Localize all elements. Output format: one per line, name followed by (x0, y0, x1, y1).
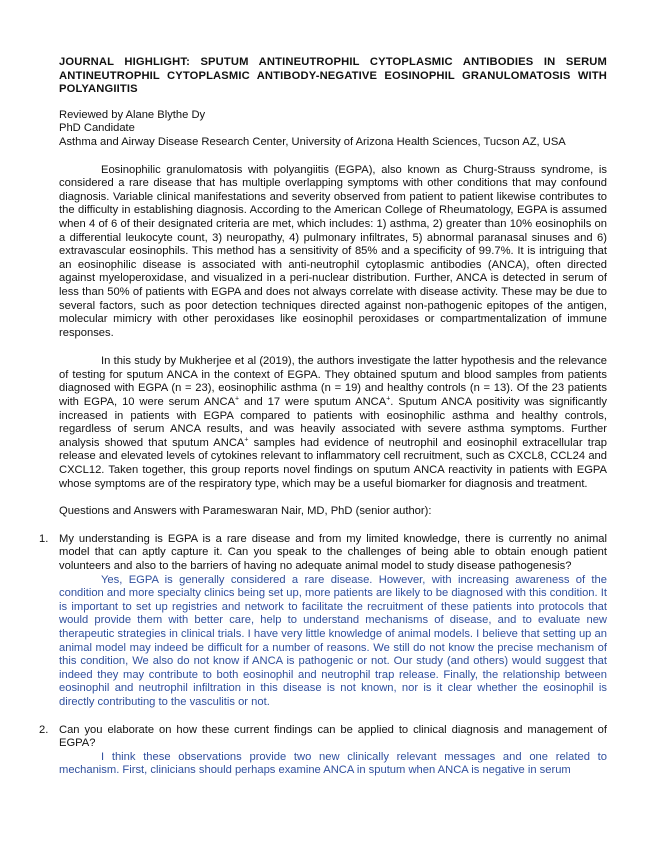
question-text: My understanding is EGPA is a rare disease and from my limited knowledge, there is currently no animal model that can aptly capture it. Can you speak to the challenges of being able to obtain enough patient volunteers and also to the barriers of having no adequate animal model to study disease pathogenesis? (59, 532, 607, 572)
reviewer-name: Reviewed by Alane Blythe Dy (59, 108, 206, 121)
paragraph-2-part-b: and 17 were sputum ANCA (239, 396, 387, 409)
reviewer-role: PhD Candidate (59, 122, 135, 135)
answer-text: I think these observations provide two new clinically relevant messages and one related to mechanism. First, clinicians should perhaps examine ANCA in sputum when ANCA is negative in serum (59, 750, 607, 777)
superscript-plus: + (244, 436, 249, 444)
question-text: Can you elaborate on how these current findings can be applied to clinical diagnosis and management of EGPA? (59, 723, 607, 750)
byline (59, 109, 607, 150)
qa-item (39, 723, 607, 778)
superscript-plus: + (386, 395, 391, 403)
summary-paragraph-2 (59, 355, 607, 491)
document-page (39, 56, 607, 778)
reviewer-affiliation: Asthma and Airway Disease Research Center, University of Arizona Health Sciences, Tucson AZ, USA (59, 135, 566, 148)
paragraph-2-part-c: . Sputum ANCA positivity was significantly increased in patients with EGPA compared to patients with eosinophilic asthma and healthy controls, regardless of serum ANCA results, and was heavily associated with severe asthma symptoms. Further analysis showed that sputum ANCA (59, 396, 607, 449)
qa-heading: Questions and Answers with Parameswaran Nair, MD, PhD (senior author): (59, 505, 432, 518)
question-number: 1. (39, 532, 49, 545)
answer-text: Yes, EGPA is generally considered a rare disease. However, with increasing awareness of the condition and more specialty clinics being set up, more patients are likely to be diagnosed with this condition. It is important to set up registries and network to facilitate the recruitment of these patients into protocols that would provide them with better care, help to understand mechanisms of disease, and to evaluate new therapeutic strategies in clinical trials. I have very little knowledge of animal models. I believe that setting up an animal model may indeed be difficult for a number of reasons. We still do not know the precise mechanism of this condition, We also do not know if ANCA is pathogenic or not. Our study (and others) would suggest that indeed they may contribute to both eosinophil and neutrophil trap release. Finally, the relationship between eosinophil and neutrophil infiltration in this disease is not known, nor is it clear whether the eosinophil is directly contributing to the vasculitis or not. (59, 573, 607, 708)
question-number: 2. (39, 723, 49, 736)
qa-list (39, 532, 607, 778)
qa-item (39, 532, 607, 710)
article-title: JOURNAL HIGHLIGHT: SPUTUM ANTINEUTROPHIL CYTOPLASMIC ANTIBODIES IN SERUM ANTINEUTROPHIL CYTOPLASMIC ANTIBODY-NEGATIVE EOSINOPHIL GRANULOMATOSIS WITH POLYANGIITIS (59, 56, 607, 96)
superscript-plus: + (235, 395, 240, 403)
paragraph-2-part-d: samples had evidence of neutrophil and eosinophil extracellular trap release and elevated levels of cytokines relevant to inflammatory cell recruitment, such as CXCL8, CCL24 and CXCL12. Taken together, this group reports novel findings on sputum ANCA reactivity in patients with EGPA whose symptoms are of the respiratory type, which may be a useful biomarker for diagnosis and treatment. (59, 436, 607, 490)
summary-paragraph-1: Eosinophilic granulomatosis with polyangiitis (EGPA), also known as Churg-Strauss syndrome, is considered a rare disease that has multiple overlapping symptoms with other conditions that may confound diagnosis. Variable clinical manifestations and severity observed from patient to patient likewise contributes to the difficulty in establishing diagnosis. According to the American College of Rheumatology, EGPA is assumed when 4 of 6 of their designated criteria are met, which includes: 1) asthma, 2) greater than 10% eosinophils on a differential leukocyte count, 3) neuropathy, 4) pulmonary infiltrates, 5) abnormal paranasal sinuses and 6) extravascular eosinophils. This method has a sensitivity of 85% and a specificity of 99.7%. It is intriguing that an eosinophilic disease is associated with anti-neutrophil cytoplasmic antibodies (ANCA), often directed against myeloperoxidase, and visualized in a peri-nuclear distribution. Further, ANCA is detected in serum of less than 50% of patients with EGPA and does not always correlate with disease activity. These may be due to several factors, such as poor detection techniques directed against non-pathogenic epitopes of the antigen, molecular mimicry with other peroxidases like eosinophil peroxidases or compartmentalization of immune responses. (59, 163, 607, 339)
paragraph-2-part-a: In this study by Mukherjee et al (2019), the authors investigate the latter hypothesis and the relevance of testing for sputum ANCA in the context of EGPA. They obtained sputum and blood samples from patients diagnosed with EGPA (n = 23), eosinophilic asthma (n = 19) and healthy controls (n = 13). Of the 23 patients with EGPA, 10 were serum ANCA (59, 355, 607, 409)
